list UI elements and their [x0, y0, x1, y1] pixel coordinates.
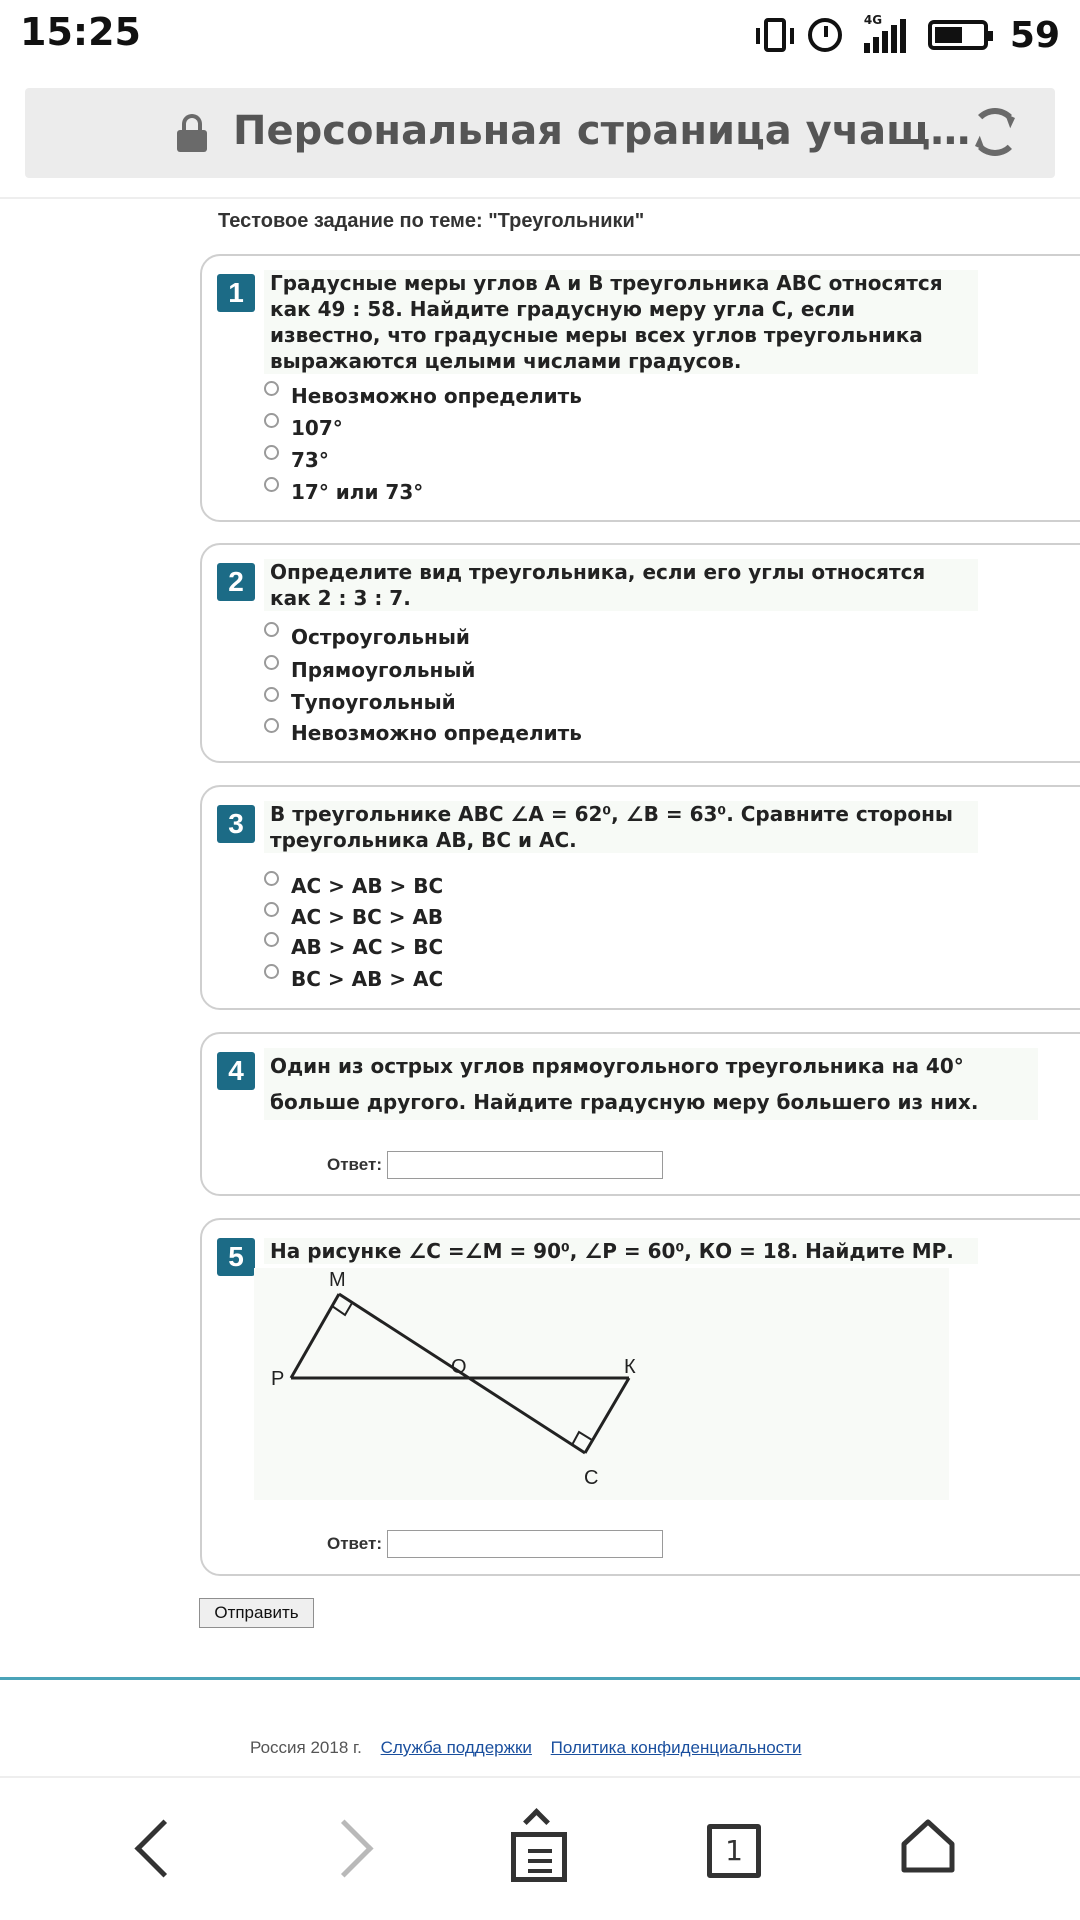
option-label: Тупоугольный [291, 690, 456, 714]
question-number: 1 [217, 274, 255, 312]
answer-option[interactable] [264, 967, 443, 991]
segment-kc [585, 1378, 629, 1453]
label-p: Р [271, 1368, 285, 1390]
question-number: 3 [217, 805, 255, 843]
share-icon[interactable] [503, 1810, 583, 1890]
status-icons [764, 10, 1060, 60]
answer-option[interactable] [264, 384, 582, 408]
radio-button[interactable] [264, 902, 279, 917]
back-icon[interactable] [115, 1810, 195, 1890]
radio-button[interactable] [264, 932, 279, 947]
browser-nav-bar [0, 1780, 1080, 1920]
answer-input[interactable] [387, 1151, 663, 1179]
radio-button[interactable] [264, 622, 279, 637]
answer-option[interactable] [264, 721, 582, 745]
radio-button[interactable] [264, 381, 279, 396]
answer-option[interactable] [264, 905, 443, 929]
label-k: К [624, 1356, 636, 1378]
question-number: 4 [217, 1052, 255, 1090]
radio-button[interactable] [264, 477, 279, 492]
option-label: AB > AC > BC [291, 935, 444, 959]
answer-row [327, 1151, 663, 1179]
answer-label: Ответ: [327, 1155, 382, 1174]
answer-option[interactable] [264, 480, 423, 504]
answer-option[interactable] [264, 690, 456, 714]
support-link[interactable]: Служба поддержки [380, 1738, 532, 1757]
divider [0, 197, 1080, 199]
radio-button[interactable] [264, 687, 279, 702]
right-angle-mark-c [572, 1432, 592, 1445]
question-text: На рисунке ∠С =∠М = 90⁰, ∠Р = 60⁰, КО = 18. Найдите МР. [264, 1238, 978, 1264]
label-c: С [584, 1467, 599, 1489]
test-heading: Тестовое задание по теме: "Треугольники" [218, 210, 645, 232]
option-label: 73° [291, 448, 329, 472]
status-time: 15:25 [20, 10, 141, 54]
reload-icon[interactable] [971, 108, 1019, 156]
geometry-figure [254, 1268, 949, 1500]
label-m: М [329, 1269, 346, 1291]
answer-option[interactable] [264, 658, 475, 682]
option-label: Невозможно определить [291, 384, 582, 408]
question-text: Один из острых углов прямоугольного треугольника на 40° больше другого. Найдите градусную меру большего из них. [264, 1048, 1038, 1120]
radio-button[interactable] [264, 871, 279, 886]
answer-option[interactable] [264, 448, 329, 472]
answer-option[interactable] [264, 874, 443, 898]
tabs-icon[interactable] [697, 1810, 777, 1890]
question-text: В треугольнике АВС ∠А = 62⁰, ∠В = 63⁰. Сравните стороны треугольника АВ, ВС и АС. [264, 801, 978, 853]
alarm-icon [808, 18, 842, 52]
right-angle-mark-m [332, 1303, 352, 1315]
option-label: AC > BC > AB [291, 905, 444, 929]
label-o: О [451, 1356, 467, 1378]
battery-icon [928, 20, 988, 50]
question-card-2 [200, 543, 1080, 763]
option-label: AC > AB > BC [291, 874, 444, 898]
submit-button[interactable]: Отправить [199, 1598, 314, 1628]
question-text: Определите вид треугольника, если его углы относятся как 2 : 3 : 7. [264, 559, 978, 611]
answer-option[interactable] [264, 416, 343, 440]
home-icon[interactable] [890, 1810, 970, 1890]
radio-button[interactable] [264, 413, 279, 428]
tab-count: 1 [707, 1824, 761, 1878]
answer-option[interactable] [264, 935, 443, 959]
option-label: BC > AB > AC [291, 967, 444, 991]
answer-row [327, 1530, 663, 1558]
option-label: Невозможно определить [291, 721, 582, 745]
option-label: 17° или 73° [291, 480, 424, 504]
footer [250, 1738, 801, 1758]
question-number: 2 [217, 563, 255, 601]
status-bar [0, 0, 1080, 70]
radio-button[interactable] [264, 964, 279, 979]
address-bar[interactable] [25, 88, 1055, 178]
question-card-5 [200, 1218, 1080, 1576]
answer-option[interactable] [264, 625, 470, 649]
privacy-link[interactable]: Политика конфиденциальности [550, 1738, 802, 1757]
question-card-4 [200, 1032, 1080, 1196]
lock-icon [177, 114, 207, 152]
battery-percent: 59 [1009, 14, 1060, 56]
question-card-1 [200, 254, 1080, 522]
answer-label: Ответ: [327, 1534, 382, 1553]
page-title[interactable]: Персональная страница учащ… [233, 108, 971, 154]
signal-icon [863, 13, 906, 53]
copyright-text: Россия 2018 г. [250, 1738, 362, 1757]
question-card-3 [200, 785, 1080, 1010]
divider [0, 1776, 1080, 1778]
divider [0, 1677, 1080, 1680]
answer-input[interactable] [387, 1530, 663, 1558]
radio-button[interactable] [264, 718, 279, 733]
option-label: 107° [291, 416, 343, 440]
network-type: 4G [863, 13, 883, 27]
option-label: Остроугольный [291, 625, 470, 649]
question-text: Градусные меры углов А и В треугольника АВС относятся как 49 : 58. Найдите градусную меру угла С, если известно, что градусные меры всех углов треугольника выражаются целыми числами градусов. [264, 270, 978, 374]
triangles-diagram [254, 1268, 949, 1500]
forward-icon[interactable] [310, 1810, 390, 1890]
vibrate-icon [764, 18, 786, 52]
battery-fill [935, 27, 962, 43]
radio-button[interactable] [264, 445, 279, 460]
question-number: 5 [217, 1238, 255, 1276]
radio-button[interactable] [264, 655, 279, 670]
option-label: Прямоугольный [291, 658, 476, 682]
